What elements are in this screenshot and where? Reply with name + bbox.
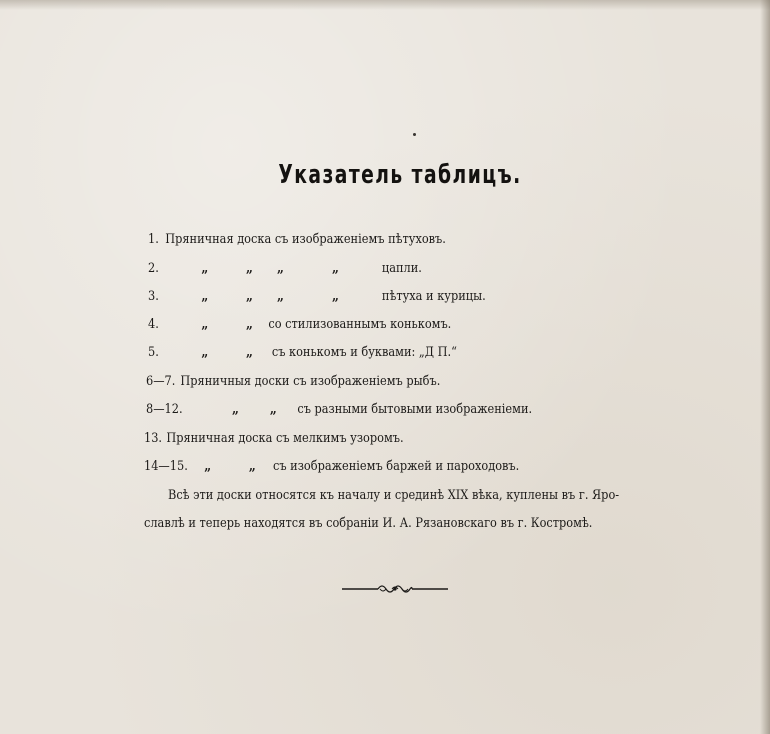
entry-number: 4. bbox=[148, 317, 159, 332]
list-item bbox=[146, 401, 533, 422]
entry-number: 1. bbox=[148, 232, 159, 247]
ditto-mark: „ bbox=[332, 288, 339, 304]
page-edge-shadow-top bbox=[0, 0, 770, 10]
entry-number: 5. bbox=[148, 345, 159, 360]
list-item bbox=[148, 260, 422, 281]
page-edge-shadow-right bbox=[760, 0, 770, 734]
ornament-divider bbox=[340, 582, 450, 596]
page-title: Указатель таблицъ. bbox=[278, 160, 522, 190]
list-item bbox=[148, 232, 446, 252]
note-line: Всѣ эти доски относятся къ началу и срединѣ XIX вѣка, куплены въ г. Яро- bbox=[168, 488, 620, 503]
entry-number: 14—15. bbox=[144, 459, 188, 474]
ditto-mark: „ bbox=[246, 260, 253, 276]
ink-speck bbox=[413, 133, 416, 136]
ditto-mark: „ bbox=[201, 288, 209, 304]
entry-text: со стилизованнымъ конькомъ. bbox=[268, 317, 452, 332]
ditto-mark: „ bbox=[277, 288, 284, 304]
entry-text: пѣтуха и курицы. bbox=[381, 289, 486, 304]
list-item bbox=[146, 374, 441, 394]
list-item bbox=[144, 431, 404, 451]
entry-text: съ разными бытовыми изображеніеми. bbox=[297, 402, 533, 417]
ditto-mark: „ bbox=[246, 344, 253, 360]
entry-number: 8—12. bbox=[146, 402, 183, 417]
ditto-mark: „ bbox=[232, 401, 239, 417]
ditto-mark: „ bbox=[201, 344, 209, 360]
entry-text: Пряничная доска съ изображеніемъ пѣтуховъ. bbox=[165, 232, 446, 247]
entry-number: 6—7. bbox=[146, 374, 176, 389]
ditto-mark: „ bbox=[277, 260, 284, 276]
entry-number: 13. bbox=[144, 431, 163, 446]
ditto-mark: „ bbox=[246, 288, 253, 304]
ditto-mark: „ bbox=[201, 316, 209, 332]
entry-text: съ конькомъ и буквами: „Д П.“ bbox=[271, 345, 457, 360]
entry-text: съ изображеніемъ баржей и пароходовъ. bbox=[273, 459, 520, 474]
entry-number: 3. bbox=[148, 289, 159, 304]
ditto-mark: „ bbox=[248, 458, 256, 474]
list-item bbox=[148, 288, 486, 309]
ditto-mark: „ bbox=[201, 260, 209, 276]
list-item bbox=[148, 344, 457, 365]
note-line: славлѣ и теперь находятся въ собраніи И. А. Рязановскаго въ г. Костромѣ. bbox=[144, 516, 593, 531]
ditto-mark: „ bbox=[269, 401, 277, 417]
entry-text: Пряничныя доски съ изображеніемъ рыбъ. bbox=[180, 374, 441, 389]
list-item bbox=[148, 316, 452, 337]
list-item bbox=[144, 458, 520, 479]
entry-number: 2. bbox=[148, 261, 159, 276]
ditto-mark: „ bbox=[246, 316, 253, 332]
entry-text: цапли. bbox=[381, 261, 422, 276]
ditto-mark: „ bbox=[332, 260, 339, 276]
entry-text: Пряничная доска съ мелкимъ узоромъ. bbox=[166, 431, 404, 446]
ditto-mark: „ bbox=[204, 458, 212, 474]
